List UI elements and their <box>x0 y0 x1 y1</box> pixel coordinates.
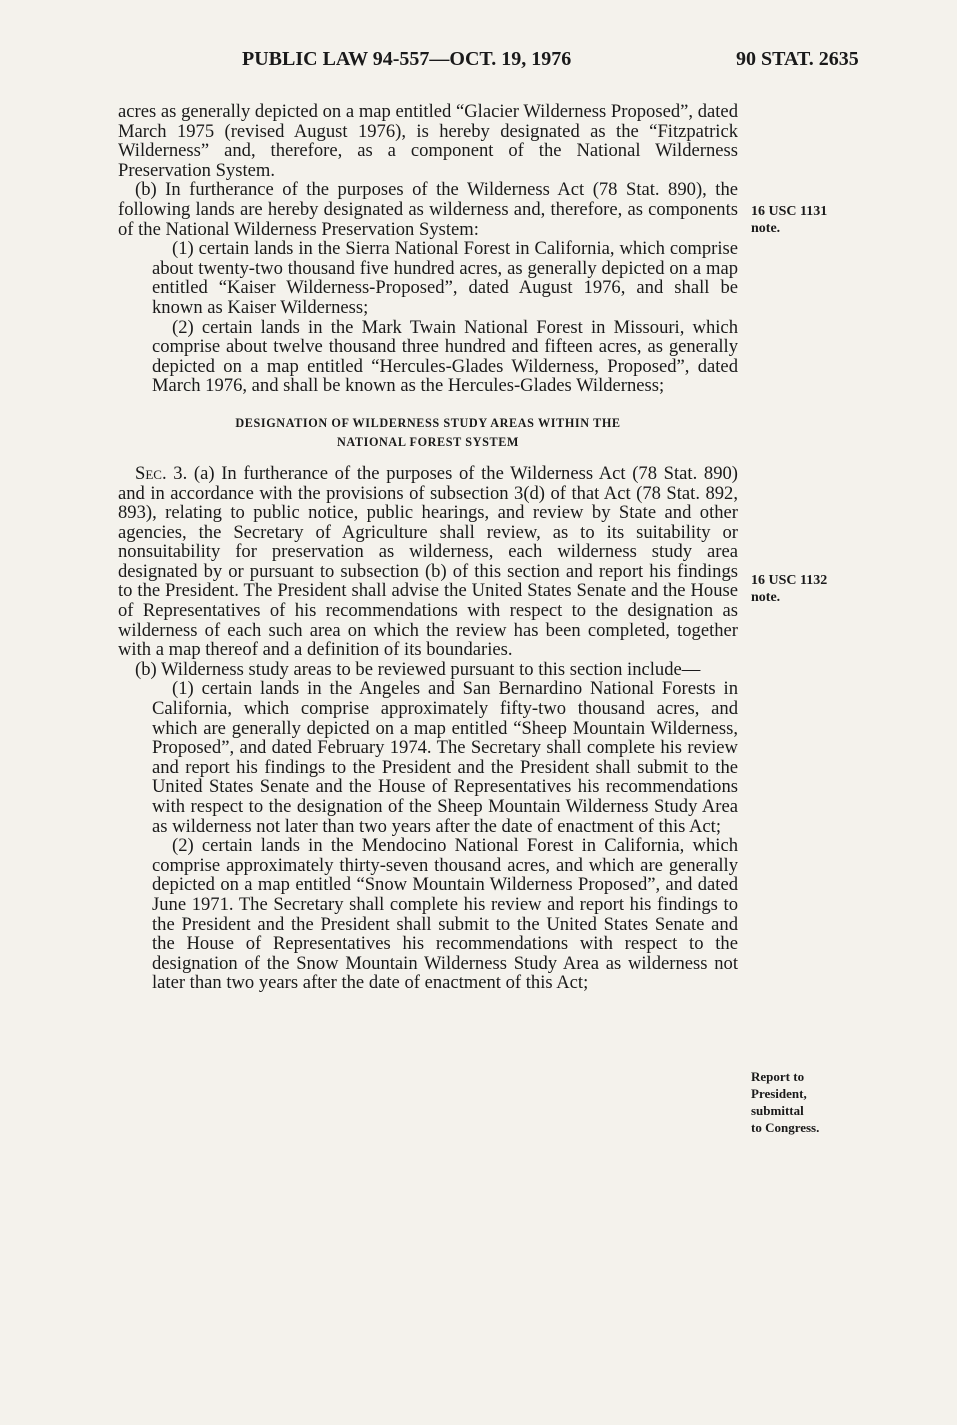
margin-note-report-to-president <box>751 1068 819 1136</box>
list-item-kaiser: (1) certain lands in the Sierra National Forest in California, which comprise about twenty-two thousand five hundred acres, as generally depicted on a map entitled “Kaiser Wilderness-Proposed”, dated August 1976, and shall be known as Kaiser Wilderness; <box>152 238 738 318</box>
margin-note-line: Report to <box>751 1069 805 1084</box>
section-heading-line-1: DESIGNATION OF WILDERNESS STUDY AREAS WITHIN THE <box>235 415 621 430</box>
list-item-sheep-mountain: (1) certain lands in the Angeles and San Bernardino National Forests in California, which comprise approximately fifty-two thousand acres, and which are generally depicted on a map entitled “Sheep Mountain Wilderness, Proposed”, and dated February 1974. The Secretary shall complete his review and report his findings to the President and the President shall submit to the United States Senate and the House of Representatives his recommendations with respect to the designation of the Sheep Mountain Wilderness Study Area as wilderness not later than two years after the date of enactment of this Act; <box>152 678 738 837</box>
list-item-hercules-glades: (2) certain lands in the Mark Twain National Forest in Missouri, which comprise about twelve thousand three hundred and fifteen acres, as generally depicted on a map entitled “Hercules-Glades Wilderness, Proposed”, dated March 1976, and shall be known as the Hercules-Glades Wilderness; <box>152 316 738 397</box>
margin-note-line: to Congress. <box>751 1120 820 1135</box>
section-3a-text: (a) In furtherance of the purposes of the Wilderness Act (78 Stat. 890) and in accordance with the provisions of subsection 3(d) of that Act (78 Stat. 892, 893), relating to public notice, public hearings, and review by State and other agencies, the Secretary of Agriculture shall review, as to its suitability or nonsuitability for preservation as wilderness, each wilderness study area designated by or pursuant to subsection (b) of this section and report his findings to the President. The President shall advise the United States Senate and the House of Representatives of his recommendations with respect to the designation as wilderness of each such area on which the review has been completed, together with a map thereof and a definition of its boundaries. <box>118 462 738 661</box>
margin-note-16usc1132 <box>751 572 827 606</box>
section-heading-line-2: NATIONAL FOREST SYSTEM <box>336 434 520 449</box>
paragraph-section-3a <box>118 464 738 660</box>
header-page-number: 90 STAT. 2635 <box>736 48 859 70</box>
page-header <box>0 48 957 76</box>
section-label: Sec. 3. <box>135 462 188 484</box>
paragraph-section-3b: (b) Wilderness study areas to be reviewed pursuant to this section include— <box>135 658 701 680</box>
margin-note-line: note. <box>751 221 781 236</box>
margin-note-line: 16 USC 1132 <box>751 573 828 588</box>
margin-note-line: note. <box>751 590 781 605</box>
header-citation: PUBLIC LAW 94-557—OCT. 19, 1976 <box>242 48 572 70</box>
paragraph-continuation: acres as generally depicted on a map entitled “Glacier Wilderness Proposed”, dated March 1975 (revised August 1976), is hereby designated as the “Fitzpatrick Wilderness” and, therefore, as a component of the National Wilderness Preservation System. <box>118 101 738 181</box>
margin-note-16usc1131 <box>751 203 827 237</box>
margin-note-line: President, <box>751 1086 807 1101</box>
margin-note-line: submittal <box>751 1103 804 1118</box>
section-heading <box>118 414 738 452</box>
margin-note-line: 16 USC 1131 <box>751 204 828 219</box>
list-item-snow-mountain: (2) certain lands in the Mendocino National Forest in California, which comprise approximately thirty-seven thousand acres, and which are generally depicted on a map entitled “Snow Mountain Wilderness Proposed”, and dated June 1971. The Secretary shall complete his review and report his findings to the President and the President shall submit to the United States Senate and the House of Representatives his recommendations with respect to the designation of the Snow Mountain Wilderness Study Area as wilderness not later than two years after the date of enactment of this Act; <box>152 835 738 994</box>
body-text <box>118 102 738 993</box>
paragraph-subsection-b: (b) In furtherance of the purposes of the Wilderness Act (78 Stat. 890), the following lands are hereby designated as wilderness and, therefore, as components of the National Wilderness Preservation System: <box>118 179 738 240</box>
